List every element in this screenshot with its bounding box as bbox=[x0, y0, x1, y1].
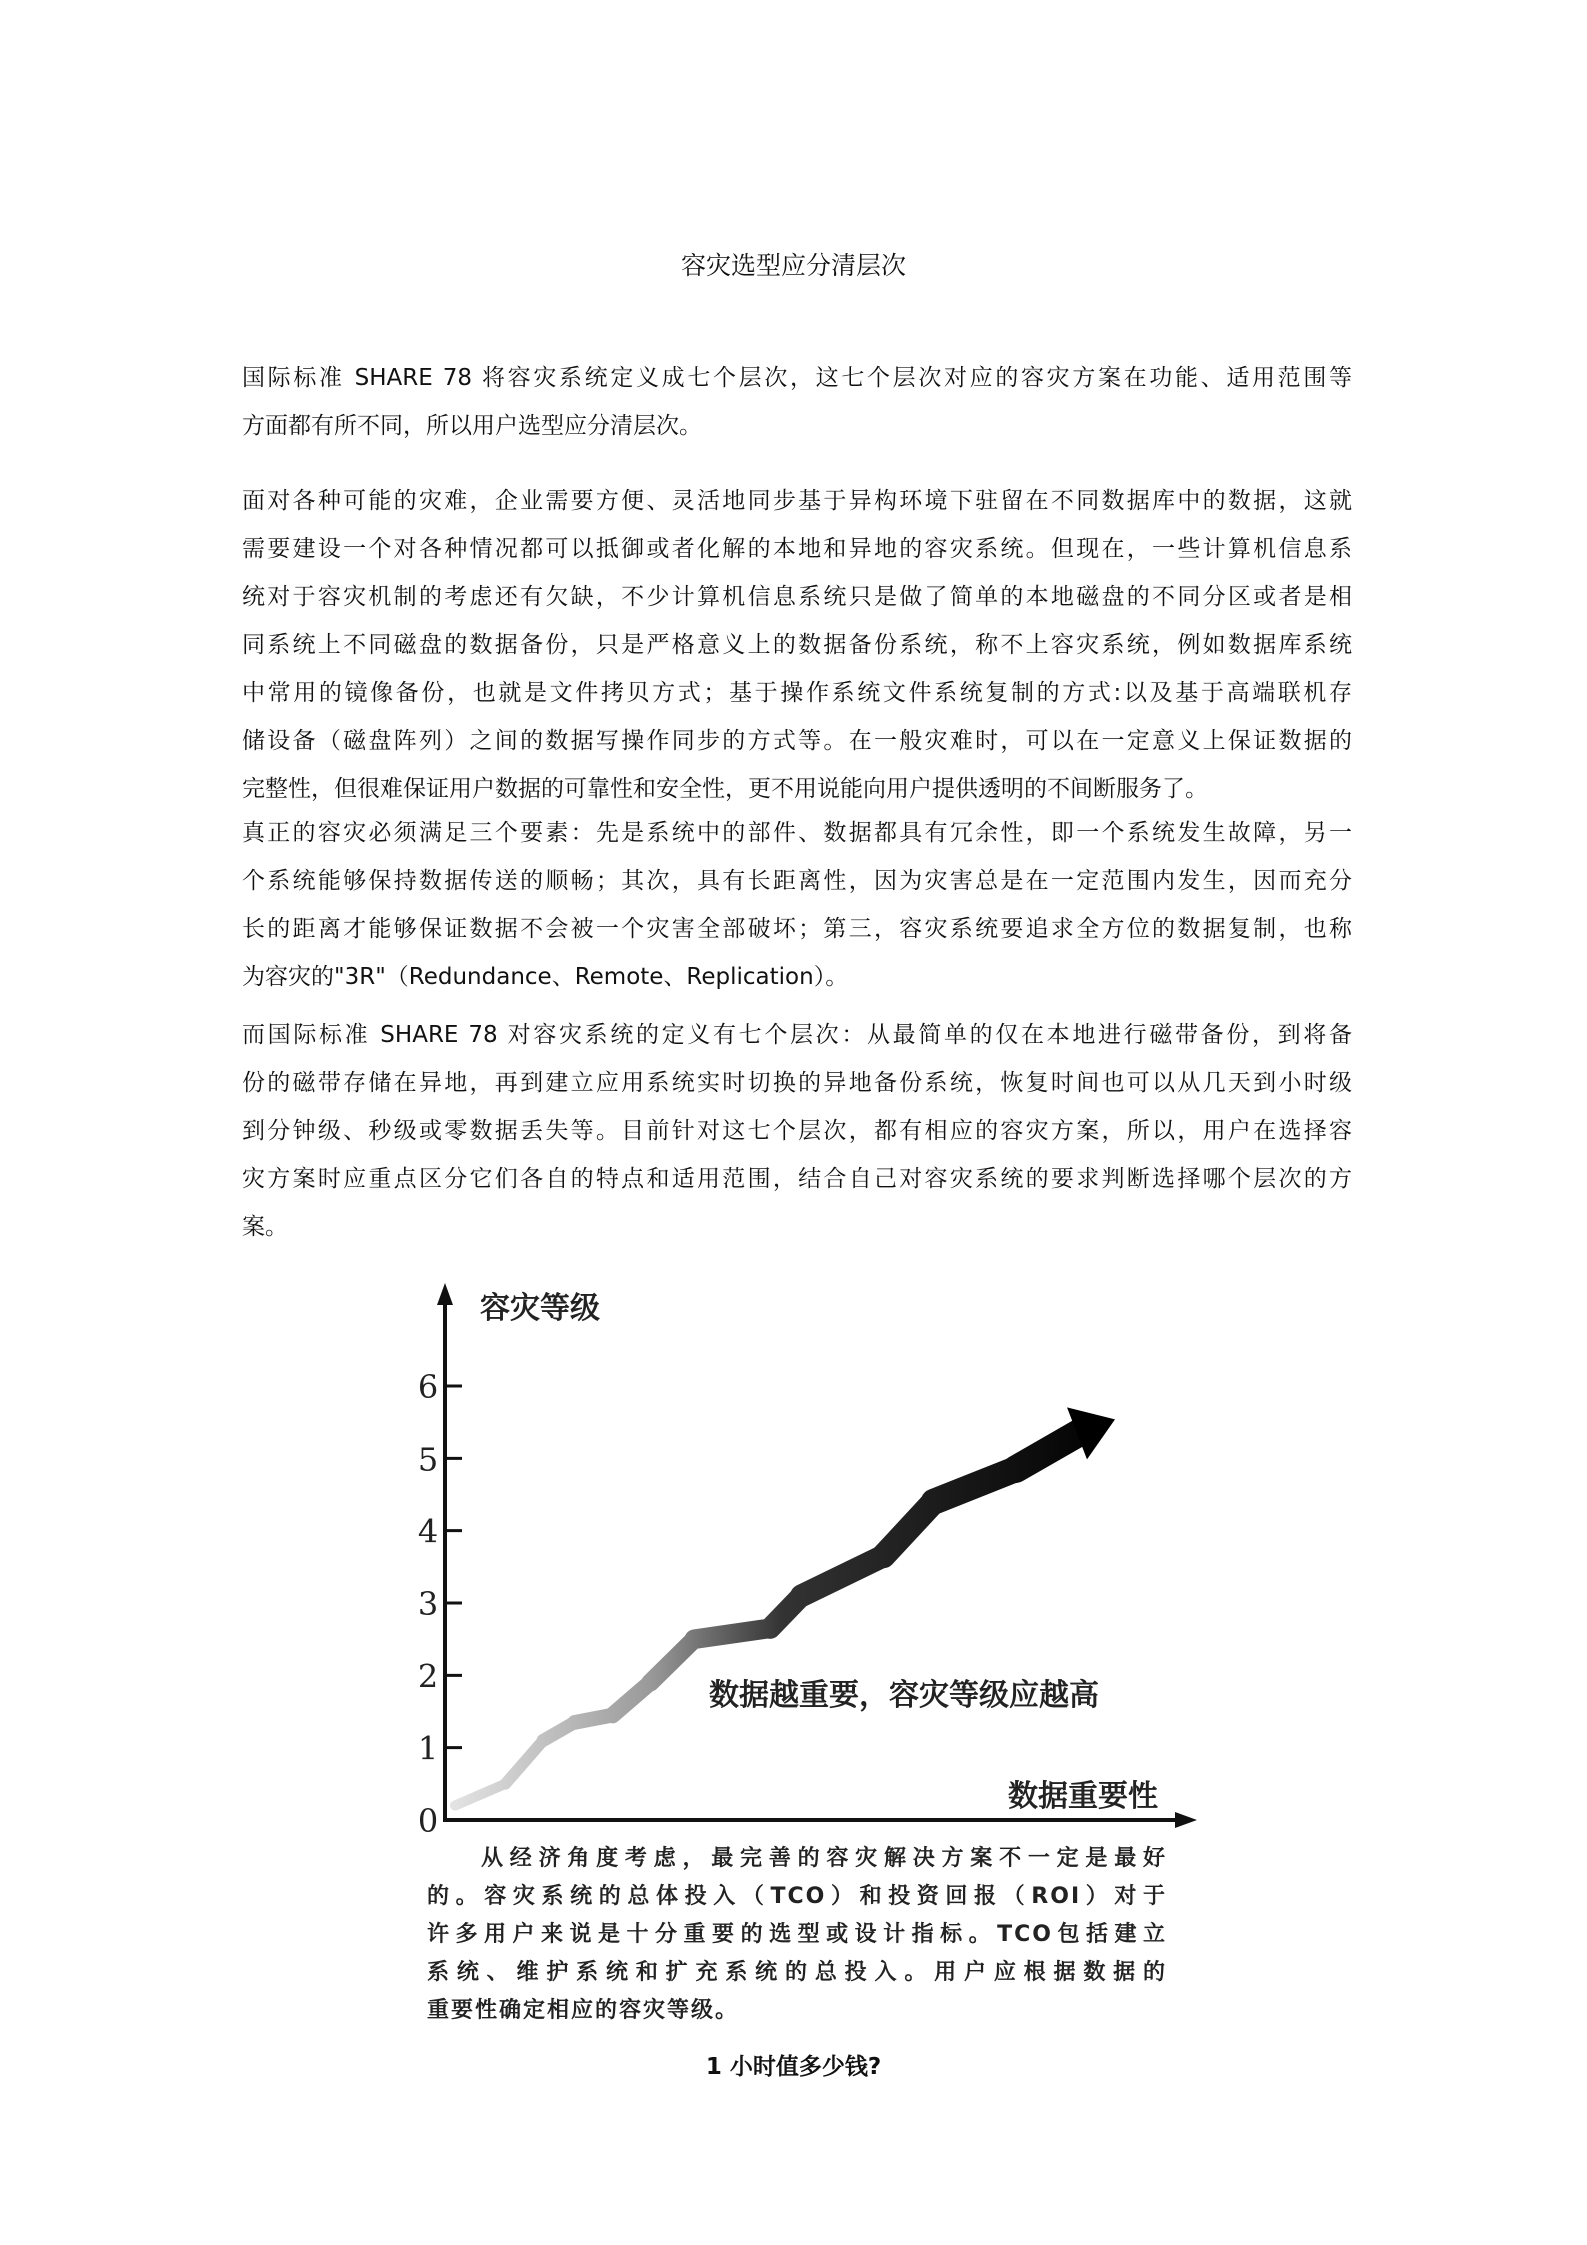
text-line: 真正的容灾必须满足三个要素：先是系统中的部件、数据都具有冗余性，即一个系统发生故障，另一 bbox=[242, 820, 1352, 846]
caption-line: 系统、维护系统和扩充系统的总投入。用户应根据数据的 bbox=[427, 1960, 1167, 1985]
x-axis-label: 数据重要性 bbox=[1008, 1779, 1158, 1814]
text-line: 方面都有所不同，所以用户选型应分清层次。 bbox=[242, 413, 702, 439]
y-tick-label: 5 bbox=[417, 1440, 439, 1479]
text-line: 统对于容灾机制的考虑还有欠缺，不少计算机信息系统只是做了简单的本地磁盘的不同分区或者是相 bbox=[242, 584, 1352, 610]
text-line: 面对各种可能的灾难，企业需要方便、灵活地同步基于异构环境下驻留在不同数据库中的数据，这就 bbox=[242, 488, 1352, 514]
text-line: 个系统能够保持数据传送的顺畅；其次，具有长距离性，因为灾害总是在一定范围内发生，因而充分 bbox=[242, 868, 1352, 894]
x-axis-arrow-icon bbox=[1175, 1812, 1197, 1828]
figure-annotation: 数据越重要，容灾等级应越高 bbox=[709, 1678, 1099, 1713]
text-line: 同系统上不同磁盘的数据备份，只是严格意义上的数据备份系统，称不上容灾系统，例如数据库系统 bbox=[242, 632, 1352, 658]
y-axis-label: 容灾等级 bbox=[480, 1291, 600, 1326]
y-axis-arrow-icon bbox=[437, 1283, 453, 1305]
section-subheading: 1 小时值多少钱? bbox=[705, 2054, 882, 2080]
caption-line: 的。容灾系统的总体投入（TCO）和投资回报（ROI）对于 bbox=[427, 1884, 1167, 1909]
text-line: 储设备（磁盘阵列）之间的数据写操作同步的方式等。在一般灾难时，可以在一定意义上保证数据的 bbox=[242, 728, 1352, 754]
text-line: 而国际标准 SHARE 78 对容灾系统的定义有七个层次：从最简单的仅在本地进行磁带备份，到将备 bbox=[242, 1022, 1352, 1048]
figure-caption bbox=[427, 1840, 1167, 2030]
y-tick-label: 2 bbox=[417, 1657, 439, 1696]
text-line: 国际标准 SHARE 78 将容灾系统定义成七个层次，这七个层次对应的容灾方案在功能、适用范围等 bbox=[242, 365, 1352, 391]
y-tick-label: 4 bbox=[417, 1512, 439, 1551]
text-line: 需要建设一个对各种情况都可以抵御或者化解的本地和异地的容灾系统。但现在，一些计算机信息系 bbox=[242, 536, 1352, 562]
y-tick-label: 3 bbox=[417, 1585, 439, 1623]
text-line: 完整性，但很难保证用户数据的可靠性和安全性，更不用说能向用户提供透明的不间断服务了。 bbox=[242, 776, 1208, 802]
caption-line: 重要性确定相应的容灾等级。 bbox=[427, 1998, 740, 2023]
y-tick-label: 1 bbox=[417, 1729, 439, 1768]
text-line: 灾方案时应重点区分它们各自的特点和适用范围，结合自己对容灾系统的要求判断选择哪个层次的方 bbox=[242, 1166, 1352, 1192]
text-line: 案。 bbox=[242, 1214, 288, 1240]
text-line: 为容灾的"3R"（Redundance、Remote、Replication）。 bbox=[242, 964, 849, 990]
y-tick-label: 6 bbox=[417, 1368, 439, 1406]
text-line: 中常用的镜像备份，也就是文件拷贝方式；基于操作系统文件系统复制的方式:以及基于高端联机存 bbox=[242, 680, 1352, 706]
page-title: 容灾选型应分清层次 bbox=[680, 251, 906, 280]
caption-line: 许多用户来说是十分重要的选型或设计指标。TCO包括建立 bbox=[427, 1922, 1167, 1947]
y-tick-label: 0 bbox=[417, 1802, 439, 1840]
text-line: 份的磁带存储在异地，再到建立应用系统实时切换的异地备份系统，恢复时间也可以从几天到小时级 bbox=[242, 1070, 1352, 1096]
text-line: 到分钟级、秒级或零数据丢失等。目前针对这七个层次，都有相应的容灾方案，所以，用户在选择容 bbox=[242, 1118, 1352, 1144]
caption-line: 从经济角度考虑，最完善的容灾解决方案不一定是最好 bbox=[481, 1846, 1167, 1871]
text-line: 长的距离才能够保证数据不会被一个灾害全部破坏；第三，容灾系统要追求全方位的数据复制，也称 bbox=[242, 916, 1352, 942]
